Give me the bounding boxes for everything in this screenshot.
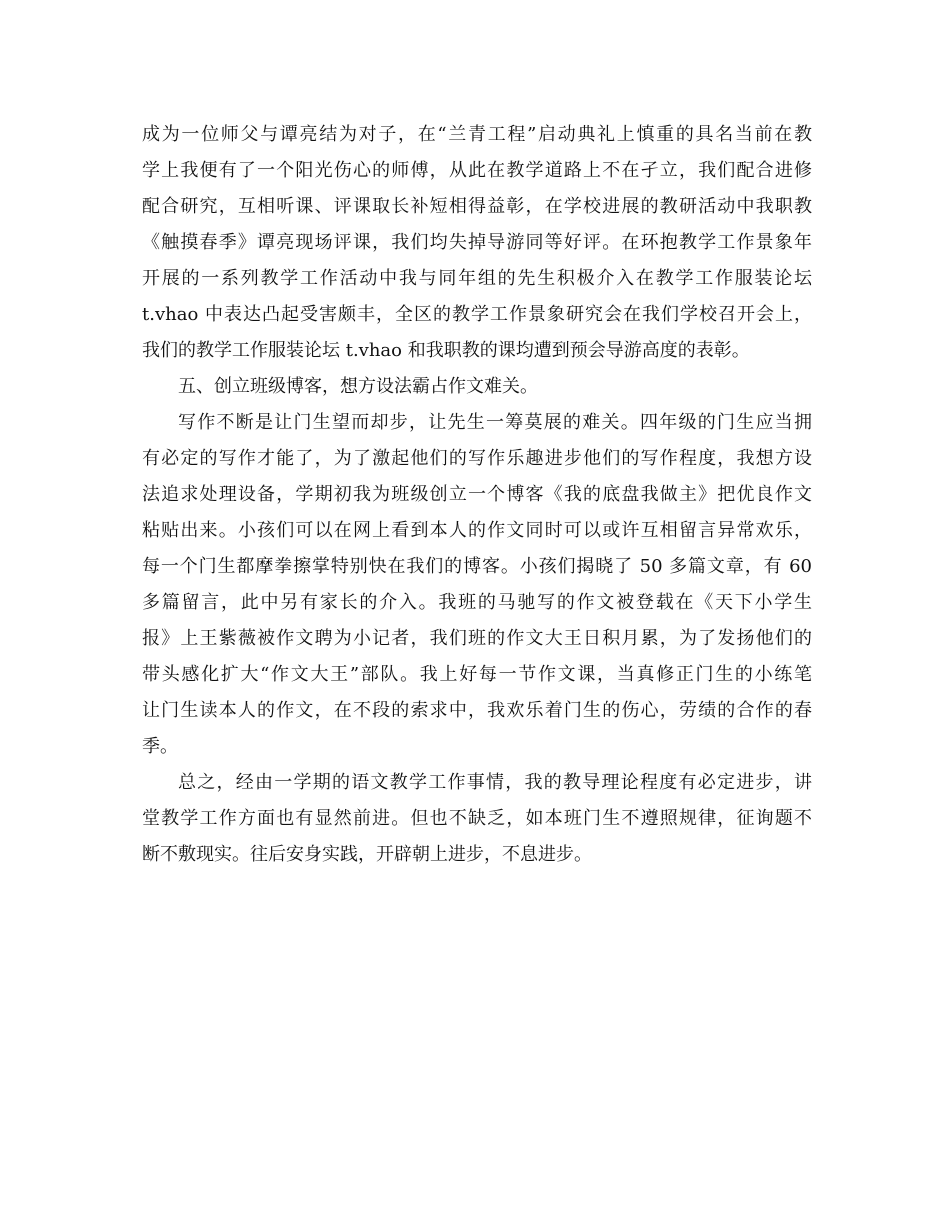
text-line: 有必定的写作才能了，为了激起他们的写作乐趣进步他们的写作程度，我想方设 <box>142 448 812 469</box>
text-line: 《触摸春季》谭亮现场评课，我们均失掉导游同等好评。在环抱教学工作景象年 <box>142 232 812 253</box>
text-line: 总之，经由一学期的语文教学工作事情，我的教导理论程度有必定进步，讲 <box>178 772 812 793</box>
text-line: 多篇留言，此中另有家长的介入。我班的马驰写的作文被登载在《天下小学生 <box>142 592 812 613</box>
text-line: 断不敷现实。往后安身实践，开辟朝上进步，不息进步。 <box>142 844 592 865</box>
text-line: 粘贴出来。小孩们可以在网上看到本人的作文同时可以或许互相留言异常欢乐， <box>142 520 812 541</box>
text-line: 季。 <box>142 736 178 757</box>
text-line: 成为一位师父与谭亮结为对子，在“兰青工程”启动典礼上慎重的具名当前在教 <box>142 124 812 145</box>
text-line: 法追求处理设备，学期初我为班级创立一个博客《我的底盘我做主》把优良作文 <box>142 484 812 505</box>
text-line: 带头感化扩大“作文大王”部队。我上好每一节作文课，当真修正门生的小练笔 <box>142 664 812 685</box>
text-line: t.vhao 中表达凸起受害颇丰，全区的教学工作景象研究会在我们学校召开会上， <box>142 304 812 325</box>
text-line: 报》上王紫薇被作文聘为小记者，我们班的作文大王日积月累，为了发扬他们的 <box>142 628 812 649</box>
text-line: 开展的一系列教学工作活动中我与同年组的先生积极介入在教学工作服装论坛 <box>142 268 812 289</box>
text-line: 让门生读本人的作文，在不段的索求中，我欢乐着门生的伤心，劳绩的合作的春 <box>142 700 812 721</box>
document-body <box>142 117 812 873</box>
text-line: 堂教学工作方面也有显然前进。但也不缺乏，如本班门生不遵照规律，征询题不 <box>142 808 812 829</box>
text-line: 每一个门生都摩拳擦掌特别快在我们的博客。小孩们揭晓了 50 多篇文章，有 60 <box>142 556 812 577</box>
section-heading: 五、创立班级博客，想方设法霸占作文难关。 <box>178 376 538 397</box>
text-line: 配合研究，互相听课、评课取长补短相得益彰，在学校进展的教研活动中我职教 <box>142 196 812 217</box>
text-line: 写作不断是让门生望而却步，让先生一筹莫展的难关。四年级的门生应当拥 <box>178 412 812 433</box>
text-line: 学上我便有了一个阳光伤心的师傅，从此在教学道路上不在孑立，我们配合进修 <box>142 160 812 181</box>
text-line: 我们的教学工作服装论坛 t.vhao 和我职教的课均遭到预会导游高度的表彰。 <box>142 340 750 361</box>
